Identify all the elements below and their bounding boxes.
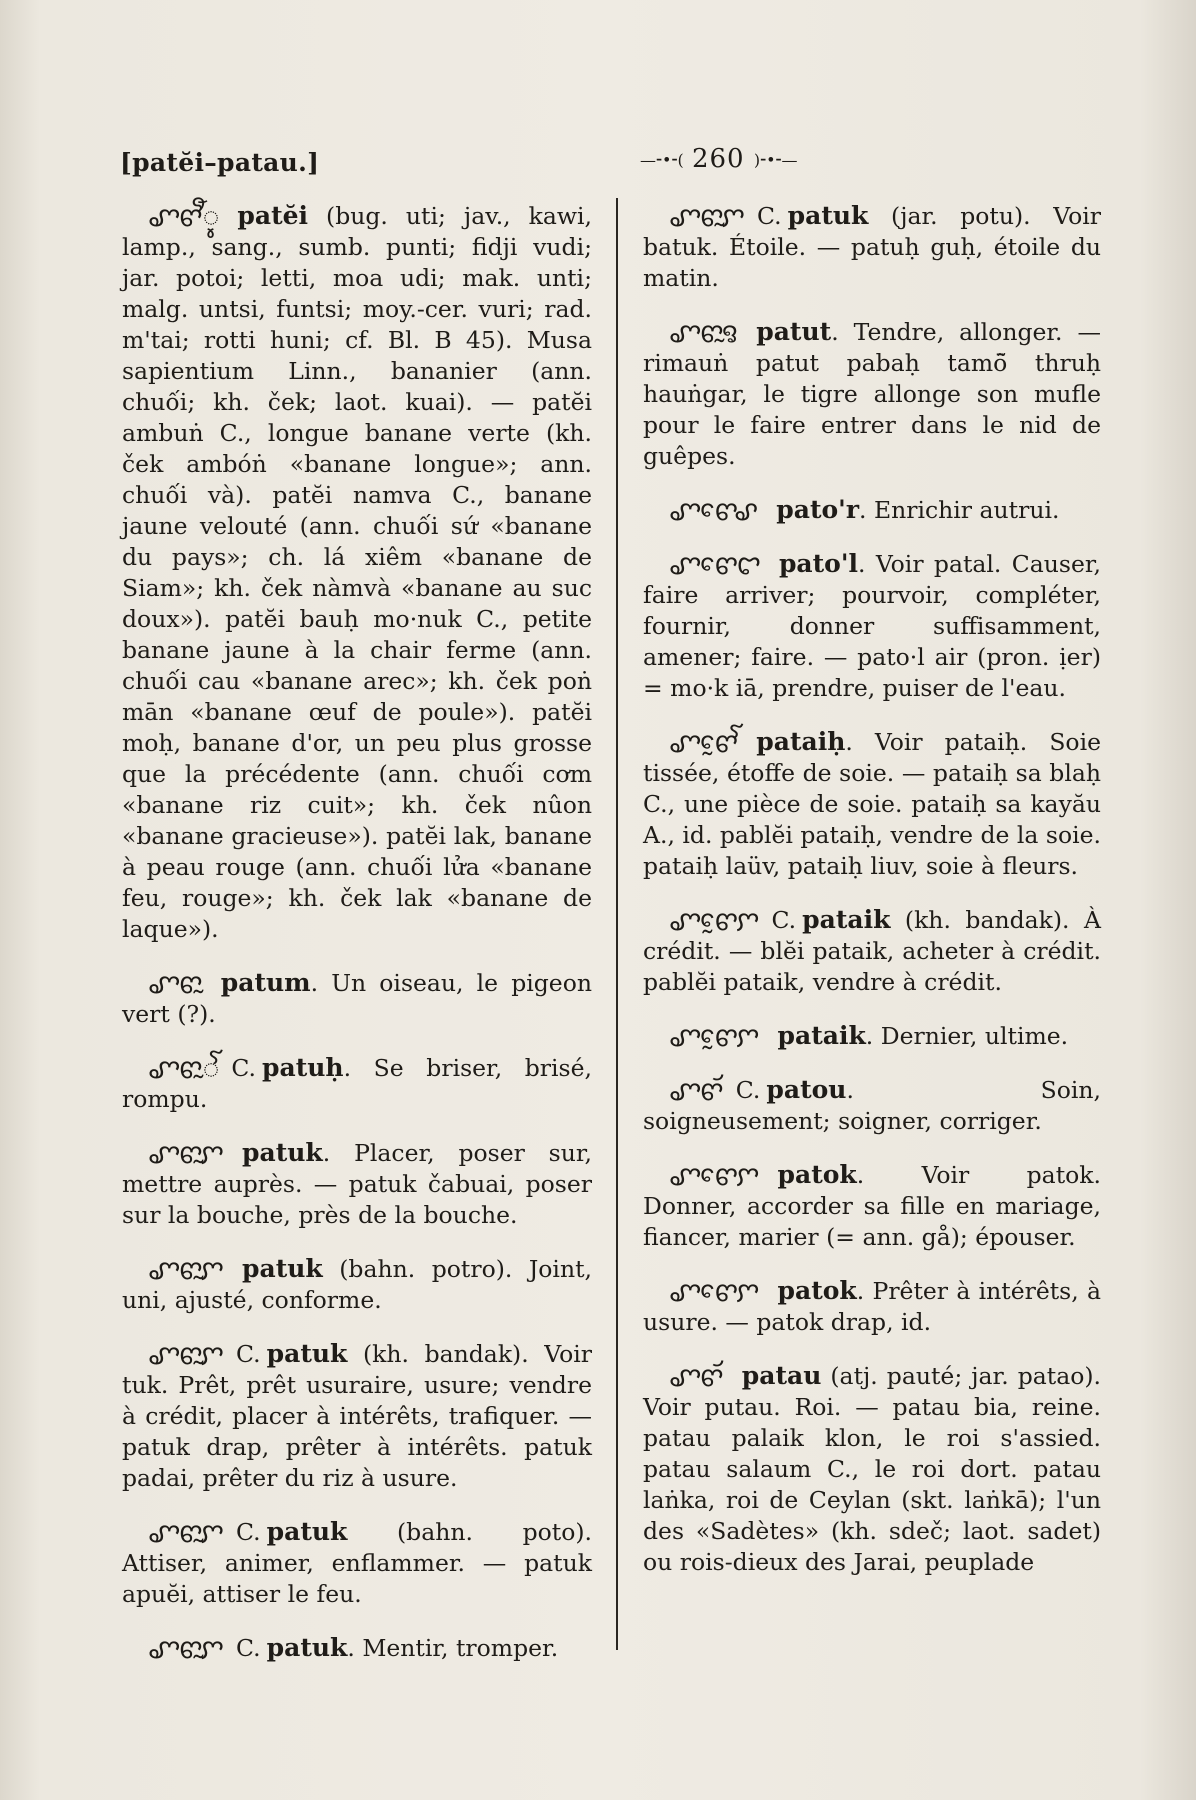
dialect-marker: C. (236, 1518, 261, 1546)
cham-script-headword: ꨚꨓꨭꨅ (669, 316, 737, 349)
headword: pato'r (776, 495, 860, 524)
headword: patum (220, 968, 311, 997)
dialect-marker: C. (236, 1340, 261, 1368)
headword: patou (766, 1075, 847, 1104)
dialect-marker: C. (735, 1076, 761, 1104)
cham-script-headword: ꨚꨓꨭꨆ (148, 1516, 223, 1549)
page-number-line (640, 144, 797, 174)
dictionary-entry (643, 1074, 1101, 1137)
headword: patuḥ (262, 1053, 344, 1082)
headword: patut (756, 317, 832, 346)
headword: patok (777, 1276, 857, 1305)
dictionary-entry (643, 1159, 1101, 1253)
dictionary-entry (643, 1360, 1101, 1578)
folio-ornament-right: )⁃•⁃— (753, 150, 797, 170)
headword: patuk (266, 1339, 348, 1368)
definition: (jar. potu). Voir batuk. Étoile. — patuḥ guḥ, étoile du matin. (643, 202, 1101, 292)
cham-script-headword: ꨚꨓꨰꨱ (669, 726, 737, 759)
cham-script-headword: ꨚꨓꨰꨆ (669, 904, 758, 937)
cham-script-headword: ꨚꨓꨭꨆ (148, 1632, 223, 1665)
dictionary-entry (122, 1338, 592, 1494)
definition: . Mentir, tromper. (347, 1634, 559, 1662)
definition: (kh. bandak). À crédit. — blĕi pataik, acheter à crédit. pablĕi pataik, vendre à crédit. (643, 906, 1101, 996)
headword: patok (777, 1160, 857, 1189)
definition: . Prêter à intérêts, à usure. — patok drap, id. (643, 1277, 1101, 1336)
dictionary-entry (643, 494, 1101, 526)
definition: . Voir patal. Causer, faire arriver; pourvoir, compléter, fournir, donner suffisamment, amener; faire. — pato·l air (pron. ịer) = mo·k iā, prendre, puiser de l'eau. (643, 550, 1101, 702)
cham-script-headword: ꨚꨓꨬꨶ (148, 200, 218, 233)
headword: patĕi (237, 201, 309, 230)
definition: . Voir patok. Donner, accorder sa fille en mariage, fiancer, marier (= ann. gå); épouser. (643, 1161, 1101, 1251)
cham-script-headword: ꨚꨓꨮ (669, 1074, 722, 1107)
dictionary-entry (643, 904, 1101, 998)
cham-script-headword: ꨚꨓꨭ (148, 967, 201, 1000)
dictionary-entry (122, 1253, 592, 1316)
cham-script-headword: ꨚꨓꨮ (669, 1360, 722, 1393)
cham-script-headword: ꨚꨓꨯꨆ (669, 1159, 758, 1192)
cham-script-headword: ꨚꨓꨭꨱ (148, 1052, 218, 1085)
right-column (643, 200, 1101, 1600)
cham-script-headword: ꨚꨓꨯꨤ (669, 548, 759, 581)
definition: (bug. uti; jav., kawi, lamp., sang., sumb. punti; fidji vudi; jar. potoi; letti, moa udi; mak. unti; malg. untsi, funtsi; moy.-cer. vuri; rad. m'tai; rotti huni; cf. Bl. B 45). Musa sapientium Linn., bananier (ann. chuối; kh. ček; laot. kuai). — patĕi ambuṅ C., longue banane verte (kh. ček ambóṅ «banane longue»; ann. chuối và). patĕi namva C., banane jaune velouté (ann. chuối sứ «banane du pays»; ch. lá xiêm «banane de Siam»; kh. ček nàmvà «banane au suc doux»). patĕi bauḥ mo·nuk C., petite banane jaune à la chair ferme (ann. chuối cau «banane arec»; kh. ček poṅ mān «banane œuf de poule»). patĕi moḥ, banane d'or, un peu plus grosse que la précédente (ann. chuối cơm «banane riz cuit»; kh. ček nûon «banane gracieuse»). patĕi lak, banane à peau rouge (ann. chuối lửa «banane feu, rouge»; kh. ček lak «banane de laque»). (122, 202, 592, 943)
page-header (120, 140, 1080, 190)
dictionary-entry (122, 1137, 592, 1231)
definition: (kh. bandak). Voir tuk. Prêt, prêt usuraire, usure; vendre à crédit, placer à intérêts, trafiquer. — patuk drap, prêter à intérêts. patuk padai, prêter du riz à usure. (122, 1340, 592, 1492)
folio-ornament-left: —⁃•⁃( (640, 150, 683, 170)
headword: pataik (777, 1021, 866, 1050)
page-number: 260 (691, 144, 745, 174)
dictionary-entry (122, 1516, 592, 1610)
cham-script-headword: ꨚꨓꨭꨆ (148, 1137, 223, 1170)
dictionary-entry (122, 200, 592, 945)
dialect-marker: C. (771, 906, 797, 934)
dictionary-entry (643, 726, 1101, 882)
headword: pato'l (778, 549, 858, 578)
headword: patuk (242, 1254, 323, 1283)
dictionary-entry (643, 1275, 1101, 1338)
definition: . Tendre, allonger. — rimauṅ patut pabaḥ tamō̃ thruḥ hauṅgar, le tigre allonge son mufle pour le faire entrer dans le nid de guêpes. (643, 318, 1101, 470)
headword: patuk (787, 201, 869, 230)
running-head: [patĕi–patau.] (120, 148, 320, 177)
dictionary-entry (643, 316, 1101, 472)
cham-script-headword: ꨚꨓꨯꨆ (669, 1275, 758, 1308)
definition: (bahn. poto). Attiser, animer, enflammer. — patuk apuĕi, attiser le feu. (122, 1518, 592, 1608)
headword: pataik (802, 905, 891, 934)
definition: . Dernier, ultime. (865, 1022, 1069, 1050)
definition: . Soin, soigneusement; soigner, corriger. (643, 1076, 1101, 1135)
dictionary-entry (122, 1632, 592, 1664)
dialect-marker: C. (231, 1054, 257, 1082)
definition: (bahn. potro). Joint, uni, ajusté, conforme. (122, 1255, 592, 1314)
headword: patuk (266, 1517, 348, 1546)
cham-script-headword: ꨚꨓꨭꨆ (669, 200, 744, 233)
dialect-marker: C. (757, 202, 782, 230)
definition: . Placer, poser sur, mettre auprès. — patuk čabuai, poser sur la bouche, près de la bouche. (122, 1139, 592, 1229)
definition: (atj. pauté; jar. patao). Voir putau. Roi. — patau bia, reine. patau palaik klon, le roi s'assied. patau salaum C., le roi dort. patau laṅka, roi de Ceylan (skt. laṅkā); l'un des «Sadètes» (kh. sdeč; laot. sadet) ou rois-dieux des Jarai, peuplade (643, 1362, 1101, 1576)
definition: . Enrichir autrui. (859, 496, 1060, 524)
column-divider (616, 198, 618, 1650)
cham-script-headword: ꨚꨓꨭꨆ (148, 1253, 223, 1286)
definition: . Un oiseau, le pigeon vert (?). (122, 969, 592, 1028)
cham-script-headword: ꨚꨓꨰꨆ (669, 1020, 758, 1053)
dictionary-entry (122, 967, 592, 1030)
headword: patuk (266, 1633, 348, 1662)
definition: . Se briser, brisé, rompu. (122, 1054, 592, 1113)
definition: . Voir pataiḥ. Soie tissée, étoffe de soie. — pataiḥ sa blaḥ C., une pièce de soie. pataiḥ sa kayău A., id. pablĕi pataiḥ, vendre de la soie. pataiḥ laüv, pataiḥ liuv, soie à fleurs. (643, 728, 1101, 880)
headword: patau (741, 1361, 822, 1390)
dictionary-entry (643, 1020, 1101, 1052)
cham-script-headword: ꨚꨓꨯꨣ (669, 494, 757, 527)
dictionary-entry (643, 548, 1101, 704)
cham-script-headword: ꨚꨓꨭꨆ (148, 1338, 223, 1371)
headword: pataiḥ (756, 727, 846, 756)
dictionary-entry (643, 200, 1101, 294)
dialect-marker: C. (236, 1634, 261, 1662)
dictionary-entry (122, 1052, 592, 1115)
left-column (122, 200, 592, 1686)
headword: patuk (242, 1138, 323, 1167)
